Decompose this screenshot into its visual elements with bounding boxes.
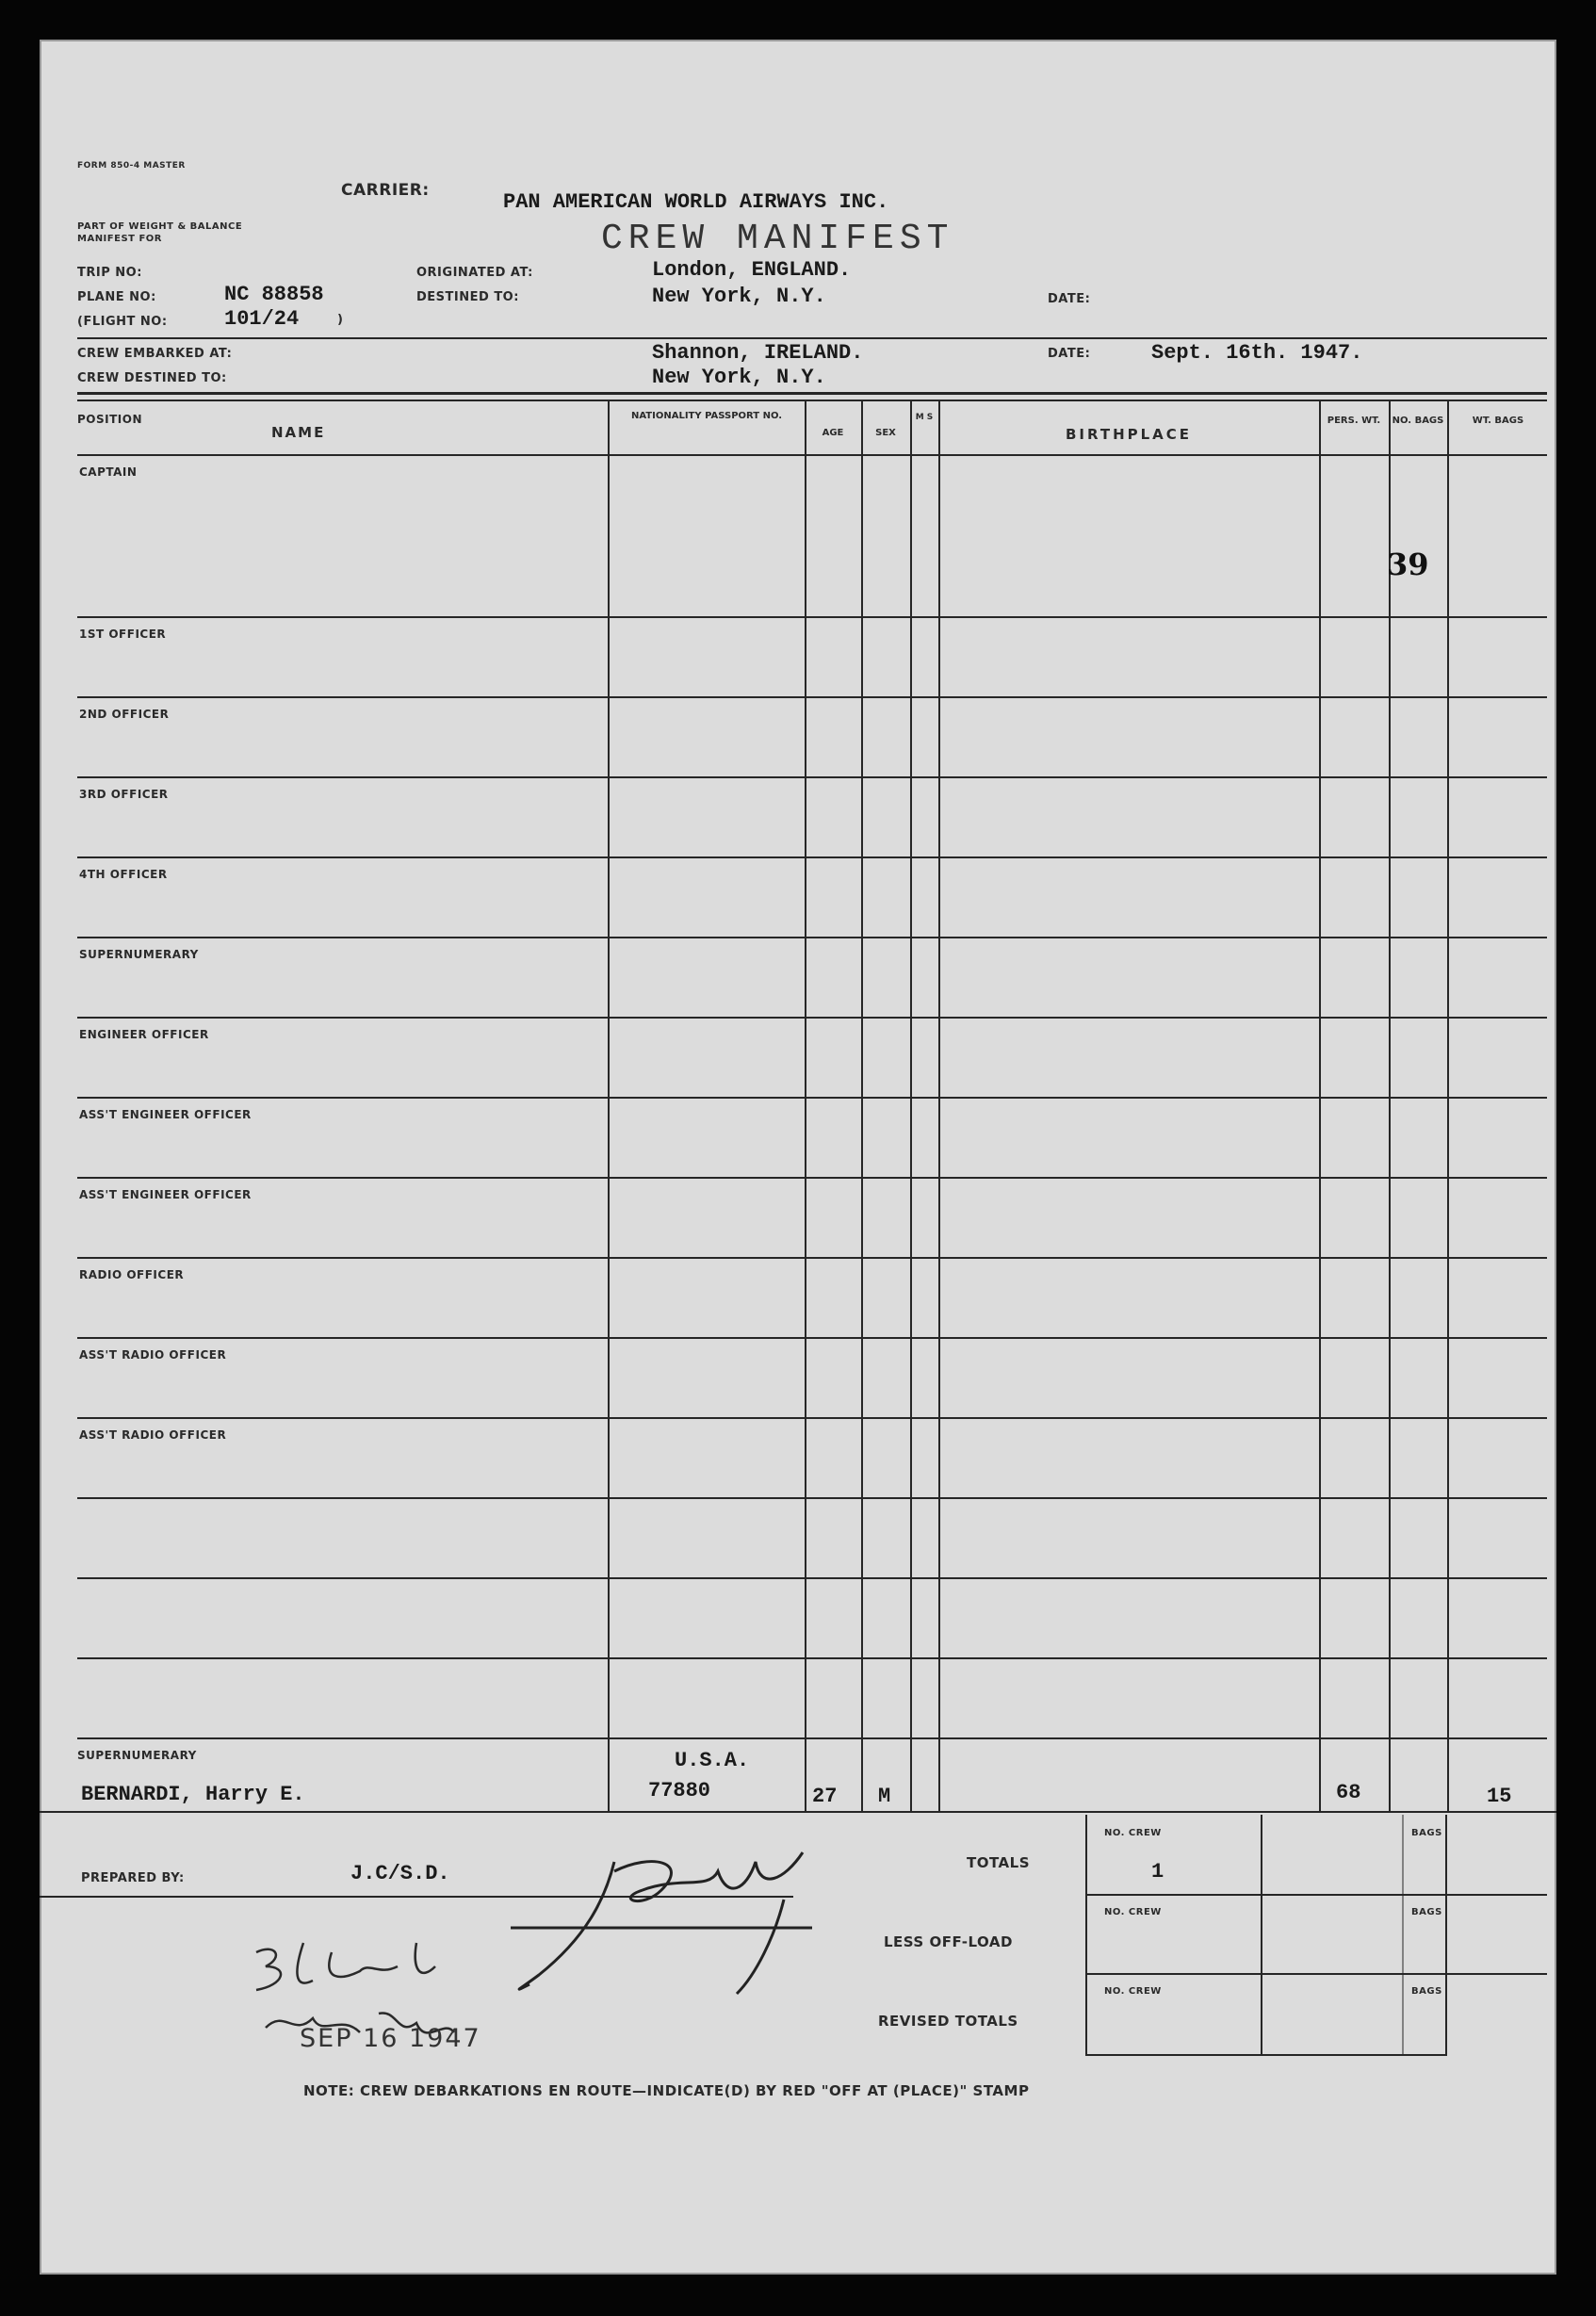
entry-nationality: U.S.A. xyxy=(675,1749,750,1772)
trip-label: TRIP NO: xyxy=(77,266,142,280)
no-crew-label-1: NO. CREW xyxy=(1104,1828,1162,1838)
destined-value: New York, N.Y. xyxy=(652,285,826,308)
row-position-label: CAPTAIN xyxy=(79,465,138,479)
form-number: FORM 850-4 MASTER xyxy=(77,161,186,171)
row-divider xyxy=(77,1657,1547,1659)
col-sex: SEX xyxy=(875,428,896,438)
row-divider xyxy=(77,1177,1547,1179)
row-position-label: 3RD OFFICER xyxy=(79,788,169,801)
col-birthplace: BIRTHPLACE xyxy=(1065,426,1193,443)
row-position-label: 2ND OFFICER xyxy=(79,708,170,721)
col-name: NAME xyxy=(271,424,326,441)
manifest-sheet xyxy=(40,40,1556,2275)
plane-number: NC 88858 xyxy=(224,283,324,306)
destined-label: DESTINED TO: xyxy=(416,290,519,304)
page-title: CREW MANIFEST xyxy=(601,219,954,259)
plane-label: PLANE NO: xyxy=(77,290,156,304)
row-position-label: 1ST OFFICER xyxy=(79,628,167,641)
revised-totals-label: REVISED TOTALS xyxy=(878,2013,1018,2030)
crew-destined-label: CREW DESTINED TO: xyxy=(77,371,227,385)
crew-destined-value: New York, N.Y. xyxy=(652,366,826,389)
no-crew-label-3: NO. CREW xyxy=(1104,1986,1162,1997)
row-divider xyxy=(77,856,1547,858)
row-divider xyxy=(77,1497,1547,1499)
margin-number: 39 xyxy=(1387,546,1429,582)
row-position-label: ENGINEER OFFICER xyxy=(79,1028,209,1041)
no-crew-value: 1 xyxy=(1151,1860,1164,1884)
date-stamp: SEP 16 1947 xyxy=(300,2024,481,2053)
col-ms: M S xyxy=(915,413,934,422)
entry-wt-bags: 15 xyxy=(1487,1785,1512,1808)
row-divider xyxy=(77,696,1547,698)
row-divider xyxy=(77,1337,1547,1339)
originated-label: ORIGINATED AT: xyxy=(416,266,533,280)
col-nationality: NATIONALITY PASSPORT NO. xyxy=(630,411,783,421)
embarked-value: Shannon, IRELAND. xyxy=(652,341,864,365)
bags-label-1: BAGS xyxy=(1411,1828,1442,1838)
no-crew-label-2: NO. CREW xyxy=(1104,1907,1162,1917)
flight-paren: ) xyxy=(337,313,344,327)
row-position-label: ASS'T ENGINEER OFFICER xyxy=(79,1188,252,1201)
totals-box xyxy=(1085,1815,1447,2056)
col-position: POSITION xyxy=(77,413,142,426)
row-divider xyxy=(77,1577,1547,1579)
row-position-label: ASS'T RADIO OFFICER xyxy=(79,1348,227,1362)
bags-label-2: BAGS xyxy=(1411,1907,1442,1917)
col-no-bags: NO. BAGS xyxy=(1392,416,1444,426)
flight-number: 101/24 xyxy=(224,307,300,331)
flight-label: (FLIGHT NO: xyxy=(77,315,168,329)
footer-note: NOTE: CREW DEBARKATIONS EN ROUTE—INDICATE(D) BY RED "OFF AT (PLACE)" STAMP xyxy=(303,2082,1030,2099)
prepared-label: PREPARED BY: xyxy=(81,1871,185,1885)
entry-sex: M xyxy=(878,1785,891,1808)
embarked-label: CREW EMBARKED AT: xyxy=(77,347,233,361)
col-wt-bags: WT. BAGS xyxy=(1472,416,1524,426)
row-divider xyxy=(77,776,1547,778)
carrier-label: CARRIER: xyxy=(341,181,430,200)
col-age: AGE xyxy=(822,428,844,438)
totals-label: TOTALS xyxy=(967,1854,1031,1871)
date-value: Sept. 16th. 1947. xyxy=(1151,341,1363,365)
row-position-label: ASS'T RADIO OFFICER xyxy=(79,1428,227,1442)
entry-pers-wt: 68 xyxy=(1336,1781,1361,1804)
entry-position: SUPERNUMERARY xyxy=(77,1749,197,1762)
row-divider xyxy=(77,1417,1547,1419)
row-divider xyxy=(77,937,1547,938)
originated-value: London, ENGLAND. xyxy=(652,258,852,282)
row-divider xyxy=(77,1737,1547,1739)
entry-age: 27 xyxy=(812,1785,838,1808)
bags-label-3: BAGS xyxy=(1411,1986,1442,1997)
prepared-value: J.C/S.D. xyxy=(350,1862,450,1885)
date-label-2: DATE: xyxy=(1048,347,1091,361)
date-label-1: DATE: xyxy=(1048,292,1091,306)
row-divider xyxy=(77,616,1547,618)
carrier-name: PAN AMERICAN WORLD AIRWAYS INC. xyxy=(503,190,889,214)
row-position-label: RADIO OFFICER xyxy=(79,1268,185,1281)
row-divider xyxy=(77,1017,1547,1019)
row-position-label: 4TH OFFICER xyxy=(79,868,168,881)
part-of-label: PART OF WEIGHT & BALANCE MANIFEST FOR xyxy=(77,221,243,244)
row-position-label: SUPERNUMERARY xyxy=(79,948,199,961)
row-position-label: ASS'T ENGINEER OFFICER xyxy=(79,1108,252,1121)
entry-name: BERNARDI, Harry E. xyxy=(81,1783,305,1806)
less-offload-label: LESS OFF-LOAD xyxy=(884,1933,1013,1950)
row-divider xyxy=(77,1097,1547,1099)
entry-passport: 77880 xyxy=(648,1779,711,1802)
col-pers-wt: PERS. WT. xyxy=(1327,416,1381,426)
row-divider xyxy=(77,1257,1547,1259)
